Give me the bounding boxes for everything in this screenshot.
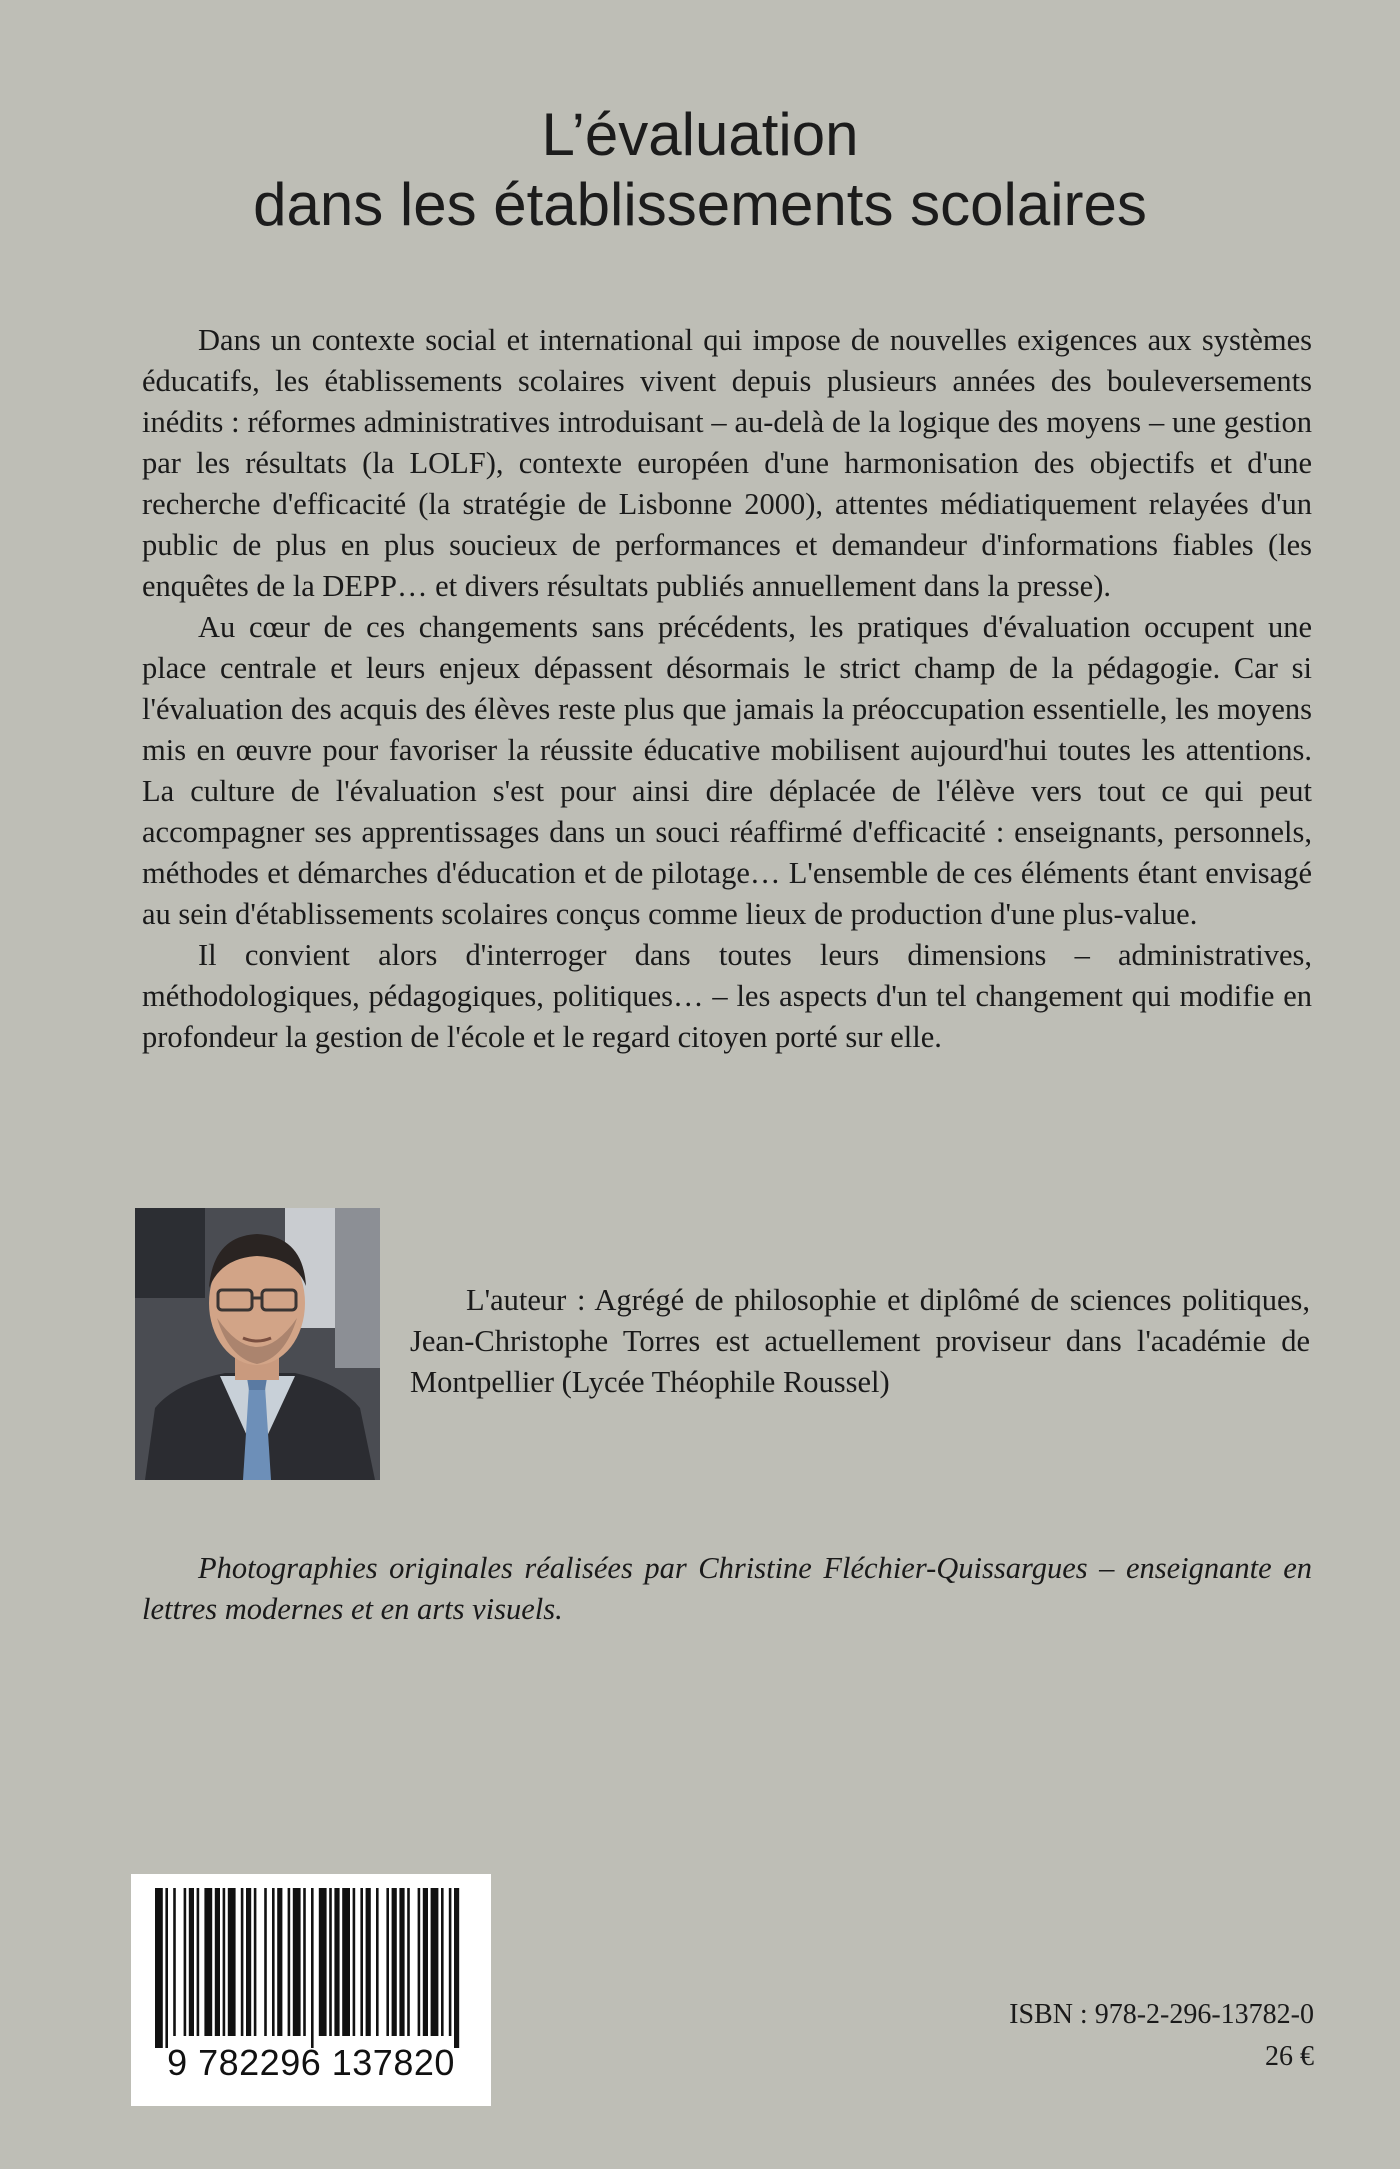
barcode-bar (241, 1888, 244, 2036)
barcode-bar (386, 1888, 389, 2036)
barcode-bar (197, 1888, 200, 2036)
blurb-paragraph-3: Il convient alors d'interroger dans toutes leurs dimensions – administratives, méthodologiques, pédagogiques, politiques… – les aspects d'un tel changement qui modifie en profondeur la gestion de l'école et le regard citoyen porté sur elle. (142, 938, 1312, 1054)
barcode-bar (407, 1888, 410, 2036)
barcode-bar (184, 1888, 187, 2036)
barcode-bar (431, 1888, 439, 2036)
blurb-paragraph-1: Dans un contexte social et international qui impose de nouvelles exigences aux systèmes éducatifs, les établissements scolaires vivent depuis plusieurs années des bouleversements inédits : réformes administratives introduisant – au-delà de la logique des moyens – une gestion par les résultats (la LOLF), contexte européen d'une harmonisation des objectifs et d'une recherche d'efficacité (la stratégie de Lisbonne 2000), attentes médiatiquement relayées d'un public de plus en plus soucieux de performances et demandeur d'informations fiables (les enquêtes de la DEPP… et divers résultats publiés annuellement dans la presse). (142, 323, 1312, 603)
title-line-2: dans les établissements scolaires (253, 171, 1147, 238)
barcode-bar (254, 1888, 257, 2036)
barcode-bar (173, 1888, 176, 2036)
price: 26 € (1265, 2041, 1314, 2072)
barcode (131, 1874, 491, 2106)
barcode-bar (366, 1888, 371, 2036)
barcode-bar (449, 1888, 452, 2036)
blurb (142, 320, 1312, 1058)
blurb-paragraph-2: Au cœur de ces changements sans précédents, les pratiques d'évaluation occupent une place centrale et leurs enjeux dépassent désormais le strict champ de la pédagogie. Car si l'évaluation des acquis des élèves reste plus que jamais la préoccupation essentielle, les moyens mis en œuvre pour favoriser la réussite éducative mobilisent aujourd'hui toutes les attentions. La culture de l'évaluation s'est pour ainsi dire déplacée de l'élève vers tout ce qui peut accompagner ses apprentissages dans un souci réaffirmé d'efficacité : enseignants, personnels, méthodes et démarches d'éducation et de pilotage… L'ensemble de ces éléments étant envisagé au sein d'établissements scolaires conçus comme lieux de production d'une plus-value. (142, 610, 1312, 931)
barcode-bar (228, 1888, 236, 2036)
barcode-bar (342, 1888, 350, 2036)
barcode-bar (311, 1888, 314, 2048)
barcode-bar (353, 1888, 356, 2036)
barcode-bar (334, 1888, 339, 2036)
author-bio: L'auteur : Agrégé de philosophie et diplômé de sciences politiques, Jean-Christophe Torres est actuellement proviseur dans l'académie de Montpellier (Lycée Théophile Roussel) (410, 1283, 1310, 1399)
barcode-bar (360, 1888, 363, 2036)
barcode-bar (399, 1888, 404, 2036)
barcode-bar (329, 1888, 332, 2036)
book-title (0, 100, 1400, 240)
barcode-bar (204, 1888, 212, 2036)
barcode-bar (277, 1888, 282, 2036)
isbn: ISBN : 978-2-296-13782-0 (1009, 1999, 1314, 2030)
author-photo (135, 1208, 380, 1480)
barcode-bar (454, 1888, 459, 2048)
barcode-bar (155, 1888, 163, 2048)
barcode-bar (441, 1888, 444, 2036)
barcode-bar (319, 1888, 327, 2036)
barcode-bar (293, 1888, 301, 2036)
title-line-1: L’évaluation (541, 101, 859, 168)
barcode-bar (423, 1888, 428, 2036)
barcode-bar (215, 1888, 220, 2036)
photo-credits: Photographies originales réalisées par Christine Fléchier-Quissargues – enseignante en lettres modernes et en arts visuels. (142, 1551, 1312, 1626)
barcode-bar (272, 1888, 275, 2036)
barcode-bar (376, 1888, 379, 2036)
barcode-bar (418, 1888, 421, 2036)
barcode-bar (303, 1888, 306, 2036)
barcode-bar (264, 1888, 267, 2036)
barcode-bar (392, 1888, 397, 2036)
barcode-bar (246, 1888, 251, 2036)
barcode-bar (223, 1888, 226, 2036)
barcode-bar (165, 1888, 168, 2048)
barcode-bar (189, 1888, 194, 2036)
barcode-bar (288, 1888, 291, 2036)
barcode-digits: 9 782296 137820 (167, 2042, 455, 2083)
